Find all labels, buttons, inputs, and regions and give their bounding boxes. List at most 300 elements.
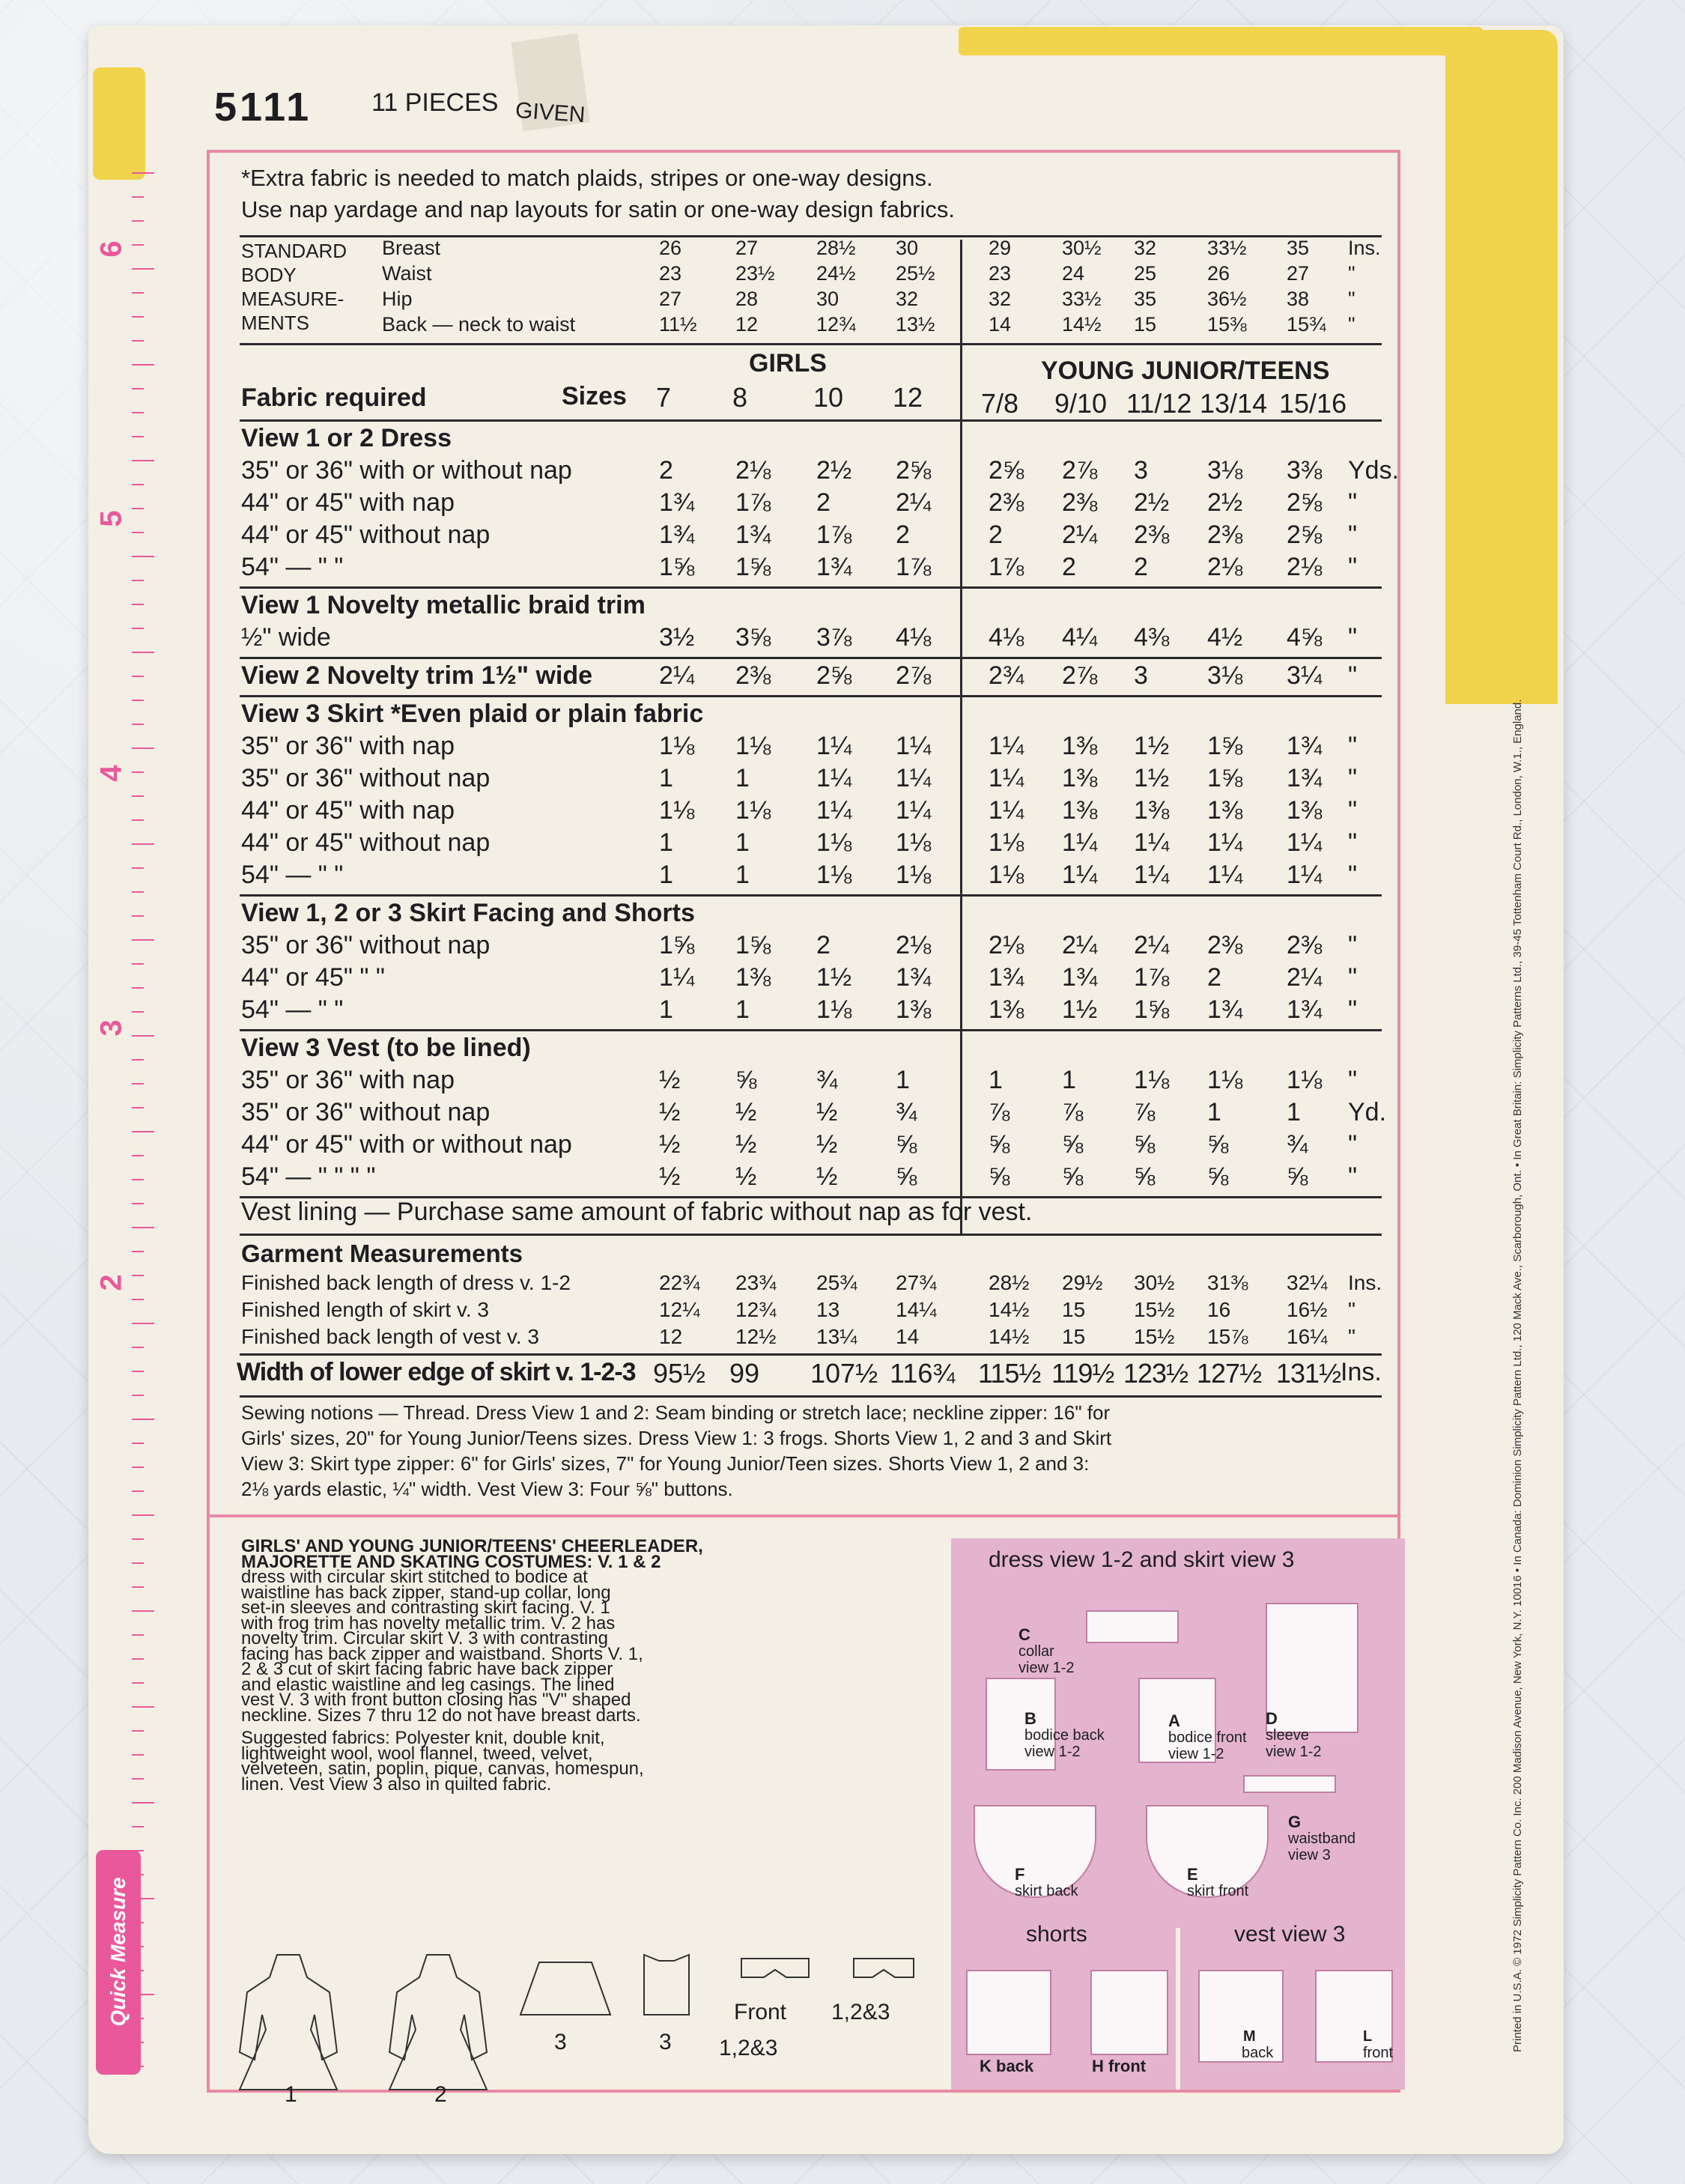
row-label: 54" — " " — [241, 861, 344, 889]
garment-value: 16 — [1207, 1298, 1231, 1321]
girl-yardage: 3½ — [659, 623, 695, 652]
yardage-unit: " — [1348, 828, 1358, 857]
measurement-value: 26 — [1207, 262, 1230, 285]
ruler-tick — [132, 939, 154, 941]
teen-yardage: 1 — [1062, 1066, 1076, 1094]
ruler-number: 3 — [94, 1019, 128, 1037]
teen-yardage: 1⅛ — [1207, 1066, 1243, 1094]
yardage-unit: " — [1348, 1066, 1358, 1094]
note-line: Use nap yardage and nap layouts for satin or one-way design fabrics. — [241, 196, 955, 222]
teen-yardage: 1¾ — [989, 963, 1024, 992]
quick-measure-ruler — [88, 172, 156, 2075]
measurement-label: MEASURE- — [241, 288, 344, 310]
girl-yardage: 1⅛ — [816, 995, 852, 1024]
garment-value: 27¾ — [896, 1271, 937, 1294]
teen-yardage: ⅞ — [1134, 1098, 1156, 1126]
girl-yardage: 2 — [816, 931, 831, 959]
garment-value: 16½ — [1287, 1298, 1328, 1321]
yardage-unit: " — [1348, 661, 1358, 690]
description-line: MAJORETTE AND SKATING COSTUMES: V. 1 & 2 — [241, 1551, 661, 1572]
garment-unit: Ins. — [1348, 1271, 1382, 1294]
teen-yardage: 3 — [1134, 661, 1148, 690]
ruler-tick — [132, 676, 144, 677]
measurement-value: 30½ — [1062, 237, 1102, 259]
row-label: 35" or 36" without nap — [241, 1098, 491, 1126]
skirt-width-unit: Ins. — [1341, 1358, 1382, 1386]
pieces-given: GIVEN — [514, 97, 586, 128]
teen-yardage: 3⅛ — [1207, 661, 1243, 690]
measurement-value: 23 — [659, 262, 682, 285]
teen-yardage: 1¼ — [989, 732, 1024, 760]
ruler-tick — [132, 891, 144, 893]
girl-yardage: 1⅝ — [659, 931, 695, 959]
girl-yardage: ½ — [659, 1162, 681, 1191]
ruler-tick — [132, 1299, 144, 1300]
measurement-value: 23½ — [735, 262, 775, 285]
ruler-tick — [132, 652, 154, 653]
ruler-tick — [132, 604, 144, 605]
teen-yardage: 2⅜ — [1207, 931, 1243, 959]
ruler-tick — [132, 795, 144, 797]
ruler-tick — [132, 1730, 144, 1732]
pattern-piece-k — [966, 1970, 1051, 2055]
teen-yardage: 4½ — [1207, 623, 1243, 652]
ruler-tick — [132, 1395, 144, 1396]
girl-yardage: 1¾ — [896, 963, 932, 992]
teen-yardage: 1⅜ — [1062, 732, 1098, 760]
row-label: 54" — " " " " — [241, 1162, 376, 1191]
piece-letter: G — [1288, 1813, 1302, 1831]
teen-yardage: ⅞ — [989, 1098, 1010, 1126]
description-line: set-in sleeves and contrasting skirt facing. V. 1 — [241, 1598, 610, 1618]
pattern-number: 5111 — [214, 85, 312, 130]
view-sketch-3 — [517, 1947, 614, 2097]
ruler-tick — [132, 580, 144, 581]
girl-yardage: 1½ — [816, 963, 852, 992]
girls-heading: GIRLS — [749, 349, 827, 377]
ruler-tick — [132, 1754, 144, 1756]
garment-measurements-title: Garment Measurements — [241, 1240, 523, 1267]
measurement-value: 32 — [896, 288, 919, 310]
yardage-unit: " — [1348, 764, 1358, 792]
ruler-tick — [132, 1658, 144, 1660]
piece-name: collar — [1018, 1643, 1054, 1660]
section-title: View 3 Skirt *Even plaid or plain fabric — [241, 700, 704, 728]
teen-yardage: 2⅜ — [1287, 931, 1323, 959]
girl-yardage: 1⅛ — [659, 796, 695, 825]
teen-yardage: 1¼ — [1287, 828, 1323, 857]
yellow-edge-top — [959, 27, 1483, 55]
measurement-value: 28 — [735, 288, 759, 310]
teen-yardage: 1½ — [1062, 995, 1098, 1024]
ruler-tick — [132, 1443, 144, 1444]
girl-size: 8 — [732, 382, 748, 413]
girl-yardage: 1¼ — [816, 732, 852, 760]
measurement-value: 32 — [989, 288, 1012, 310]
ruler-tick — [132, 1706, 154, 1708]
teen-yardage: ⅝ — [1062, 1162, 1084, 1191]
piece-view: view 1-2 — [1024, 1744, 1081, 1760]
ruler-tick — [132, 1562, 144, 1564]
description-line: waistline has back zipper, stand-up collar, long — [241, 1582, 611, 1603]
ruler-tick — [132, 819, 144, 821]
teen-yardage: 1¾ — [1207, 995, 1243, 1024]
ruler-tick — [132, 963, 144, 965]
measurement-value: 14 — [989, 313, 1012, 336]
ruler-tick — [132, 1586, 144, 1588]
teen-yardage: 2⅝ — [1287, 521, 1323, 549]
girl-yardage: 1 — [735, 764, 750, 792]
teen-yardage: ¾ — [1287, 1130, 1308, 1159]
measurement-value: 24 — [1062, 262, 1085, 285]
teen-yardage: 1⅛ — [1134, 1066, 1170, 1094]
shorts-title: shorts — [1026, 1922, 1087, 1947]
garment-value: 28½ — [989, 1271, 1030, 1294]
garment-value: 12 — [659, 1325, 683, 1348]
girl-yardage: 2¼ — [659, 661, 695, 690]
ruler-tick — [132, 1131, 154, 1132]
teen-yardage: 1⅞ — [1134, 963, 1170, 992]
yardage-unit: " — [1348, 796, 1358, 825]
teen-yardage: 2¼ — [1134, 931, 1170, 959]
ruler-tick — [132, 1538, 144, 1540]
section-title: View 1 Novelty metallic braid trim — [241, 591, 646, 619]
teen-yardage: 1¼ — [989, 764, 1024, 792]
garment-value: 23¾ — [735, 1271, 777, 1294]
girl-yardage: ⅝ — [735, 1066, 757, 1094]
measurement-value: 35 — [1287, 237, 1310, 259]
sketch-label: 1 — [285, 2082, 297, 2107]
measurement-value: 13½ — [896, 313, 935, 336]
garment-value: 16¼ — [1287, 1325, 1328, 1348]
layout-title: dress view 1-2 and skirt view 3 — [989, 1547, 1295, 1572]
rule — [240, 657, 1382, 659]
rule — [240, 343, 1382, 345]
description-line: facing has back zipper and waistband. Shorts V. 1, — [241, 1643, 643, 1664]
sketch-outline — [854, 1959, 914, 1977]
girl-yardage: 1¼ — [896, 732, 932, 760]
teen-yardage: 2⅜ — [1207, 521, 1243, 549]
girl-yardage: 1⅛ — [735, 732, 771, 760]
row-label: 44" or 45" without nap — [241, 521, 491, 549]
measurement-value: 32 — [1134, 237, 1157, 259]
teen-yardage: 1¼ — [1207, 861, 1243, 889]
teen-yardage: 2 — [989, 521, 1003, 549]
measurement-value: 38 — [1287, 288, 1310, 310]
measurement-value: 36½ — [1207, 288, 1247, 310]
ruler-tick — [132, 1682, 144, 1684]
garment-value: 25¾ — [816, 1271, 857, 1294]
measurement-value: 25½ — [896, 262, 935, 285]
ruler-tick — [132, 1610, 154, 1612]
ruler-tick — [132, 843, 154, 845]
girl-yardage: 2 — [659, 456, 673, 485]
row-label: 44" or 45" without nap — [241, 828, 491, 857]
ruler-tick — [132, 724, 144, 725]
vest-piece-letter: L — [1363, 2028, 1373, 2045]
girl-yardage: ½ — [816, 1098, 838, 1126]
pattern-piece-h — [1090, 1970, 1168, 2055]
row-label: 35" or 36" with nap — [241, 1066, 455, 1094]
teen-yardage: 1¼ — [1134, 861, 1170, 889]
ruler-tick — [132, 700, 144, 701]
measurement-value: 27 — [1287, 262, 1310, 285]
measurement-unit: " — [1348, 313, 1355, 336]
row-label: 35" or 36" with nap — [241, 732, 455, 760]
girl-yardage: 2 — [816, 488, 831, 517]
garment-value: 15½ — [1134, 1325, 1175, 1348]
ruler-tick — [132, 196, 144, 198]
ruler-tick — [132, 436, 144, 437]
sketch-label: Front — [734, 2000, 787, 2024]
vest-piece-name: front — [1363, 2045, 1394, 2061]
ruler-tick — [132, 1826, 144, 1827]
measurement-label: BODY — [241, 264, 297, 286]
yardage-unit: " — [1348, 1162, 1358, 1191]
girl-yardage: 1⅛ — [816, 828, 852, 857]
measurement-label: STANDARD — [241, 240, 347, 262]
garment-value: 14½ — [989, 1298, 1030, 1321]
skirt-width-value: 131½ — [1276, 1358, 1341, 1389]
description-line: dress with circular skirt stitched to bodice at — [241, 1567, 588, 1587]
ruler-tick — [132, 1107, 144, 1108]
garment-unit: " — [1348, 1298, 1355, 1321]
yardage-unit: Yds. — [1348, 456, 1400, 485]
shorts-piece-label: K back — [980, 2057, 1034, 2075]
yardage-unit: " — [1348, 995, 1358, 1024]
teen-yardage: 1¼ — [1062, 861, 1098, 889]
pattern-piece-d — [1266, 1603, 1358, 1733]
girl-yardage: 1 — [735, 828, 750, 857]
ruler-tick — [132, 412, 144, 413]
view-sketch-1 — [232, 1947, 344, 2097]
sketch-label: 2 — [434, 2082, 447, 2107]
ruler-tick — [132, 1059, 144, 1061]
ruler-tick — [132, 556, 154, 557]
ruler-tick — [132, 1275, 144, 1276]
teen-yardage: 1 — [1207, 1098, 1221, 1126]
teen-yardage: 2¼ — [1287, 963, 1323, 992]
girl-yardage: 1¾ — [659, 521, 695, 549]
teen-yardage: 1⅞ — [989, 553, 1024, 581]
description-line: and elastic waistline and leg casings. The lined — [241, 1674, 615, 1695]
yardage-unit: " — [1348, 732, 1358, 760]
girl-yardage: 2⅞ — [896, 661, 932, 690]
girl-yardage: 1 — [735, 861, 750, 889]
teen-size: 15/16 — [1279, 388, 1347, 419]
vest-lining-note: Vest lining — Purchase same amount of fabric without nap as for vest. — [241, 1198, 1033, 1226]
vest-piece-letter: M — [1243, 2028, 1256, 2045]
measurement-value: 15⅜ — [1207, 313, 1247, 336]
ruler-tick — [132, 1490, 144, 1492]
ruler-tick — [132, 316, 144, 318]
yardage-unit: " — [1348, 861, 1358, 889]
piece-letter: F — [1015, 1865, 1025, 1884]
teen-yardage: 2⅞ — [1062, 661, 1098, 690]
garment-value: 14 — [896, 1325, 920, 1348]
row-label: 35" or 36" without nap — [241, 764, 491, 792]
row-label: 44" or 45" with nap — [241, 796, 455, 825]
piece-letter: A — [1168, 1711, 1180, 1730]
teen-yardage: 2⅜ — [1134, 521, 1170, 549]
measurement-name: Back — neck to waist — [382, 313, 576, 336]
teen-yardage: 1⅝ — [1134, 995, 1170, 1024]
quick-measure-badge — [96, 1850, 141, 2075]
ruler-tick — [132, 628, 144, 629]
piece-view: view 1-2 — [1018, 1660, 1075, 1676]
girl-yardage: 1⅞ — [896, 553, 932, 581]
ruler-tick — [132, 268, 154, 270]
description-line: neckline. Sizes 7 thru 12 do not have breast darts. — [241, 1705, 641, 1726]
measurement-value: 24½ — [816, 262, 856, 285]
teen-yardage: 3 — [1134, 456, 1148, 485]
teen-yardage: 2 — [1062, 553, 1076, 581]
girl-yardage: 1 — [659, 764, 673, 792]
teen-yardage: 2⅜ — [1062, 488, 1098, 517]
teen-yardage: ⅞ — [1062, 1098, 1084, 1126]
teen-size: 13/14 — [1200, 388, 1268, 419]
girl-yardage: ¾ — [896, 1098, 917, 1126]
ruler-tick — [132, 508, 144, 509]
teen-yardage: 1 — [1287, 1098, 1301, 1126]
fabric-required-title: Fabric required — [241, 383, 427, 412]
teen-yardage: 1 — [989, 1066, 1003, 1094]
piece-view: view 3 — [1288, 1847, 1331, 1863]
girl-yardage: 1⅞ — [816, 521, 852, 549]
teen-yardage: 1¾ — [1287, 995, 1323, 1024]
row-label: View 2 Novelty trim 1½" wide — [241, 661, 593, 690]
teen-yardage: 1¼ — [1207, 828, 1243, 857]
view-sketch-4 — [637, 1947, 696, 2097]
garment-value: 29½ — [1062, 1271, 1103, 1294]
ruler-tick — [132, 1466, 144, 1468]
girl-yardage: 1¾ — [735, 521, 771, 549]
ruler-tick — [132, 1035, 154, 1037]
piece-name: skirt front — [1187, 1883, 1249, 1899]
measurement-unit: " — [1348, 262, 1355, 285]
teen-yardage: 2⅛ — [1287, 553, 1323, 581]
yardage-unit: " — [1348, 1130, 1358, 1159]
measurement-value: 12 — [735, 313, 759, 336]
skirt-width-value: 127½ — [1197, 1358, 1262, 1389]
girl-size: 10 — [813, 382, 844, 413]
ruler-tick — [132, 1419, 154, 1420]
section-title: View 1, 2 or 3 Skirt Facing and Shorts — [241, 899, 695, 927]
girl-yardage: 1⅜ — [735, 963, 771, 992]
skirt-width-value: 107½ — [810, 1358, 878, 1389]
garment-value: 32¼ — [1287, 1271, 1328, 1294]
sketch-outline — [644, 1955, 689, 2015]
yardage-unit: Yd. — [1348, 1098, 1387, 1126]
girl-yardage: 1¼ — [816, 764, 852, 792]
yardage-unit: " — [1348, 623, 1358, 652]
measurement-unit: Ins. — [1348, 237, 1381, 259]
teen-yardage: 1¾ — [1287, 764, 1323, 792]
teen-yardage: 1¼ — [1062, 828, 1098, 857]
row-label: 54" — " " — [241, 995, 344, 1024]
teen-yardage: 2⅝ — [1287, 488, 1323, 517]
teen-yardage: 1⅛ — [989, 828, 1024, 857]
yardage-unit: " — [1348, 963, 1358, 992]
teen-yardage: ⅝ — [1062, 1130, 1084, 1159]
sketch-outline — [240, 1955, 337, 2090]
copyright-side-text: Printed in U.S.A. © 1972 Simplicity Pattern Co. Inc. 200 Madison Avenue, New York, N.Y. 10016 • In Canada: Dominion Simplicity Pattern Ltd., 120 Mack Ave., Scarborough, Ont. • In Great Britain: Simplicity Patterns Ltd., 39-45 Tottenham Court Rd., London, W.1., England. — [1511, 699, 1524, 2052]
teen-yardage: 2½ — [1134, 488, 1170, 517]
yellow-edge-left — [93, 67, 145, 180]
teen-yardage: ⅝ — [1134, 1130, 1156, 1159]
ruler-tick — [132, 1347, 144, 1348]
girl-yardage: ½ — [816, 1130, 838, 1159]
ruler-number: 5 — [94, 510, 128, 527]
girl-yardage: 1⅛ — [896, 861, 932, 889]
note-line: *Extra fabric is needed to match plaids, stripes or one-way designs. — [241, 165, 933, 191]
teen-yardage: 3¼ — [1287, 661, 1323, 690]
ruler-tick — [132, 340, 144, 342]
yardage-unit: " — [1348, 488, 1358, 517]
teen-yardage: 1¾ — [1287, 732, 1323, 760]
description-line: with frog trim has novelty metallic trim. V. 2 has — [241, 1613, 616, 1634]
ruler-tick — [132, 771, 144, 773]
garment-value: 12½ — [735, 1325, 777, 1348]
measurement-value: 25 — [1134, 262, 1157, 285]
measurement-value: 33½ — [1207, 237, 1247, 259]
measurement-value: 27 — [659, 288, 682, 310]
description-line: GIRLS' AND YOUNG JUNIOR/TEENS' CHEERLEADER, — [241, 1536, 703, 1556]
measurement-name: Waist — [382, 262, 432, 285]
garment-value: 30½ — [1134, 1271, 1175, 1294]
measurement-unit: " — [1348, 288, 1355, 310]
row-label: ½" wide — [241, 623, 331, 652]
row-label: 35" or 36" with or without nap — [241, 456, 572, 485]
girl-yardage: 1 — [659, 828, 673, 857]
girl-yardage: 1⅛ — [659, 732, 695, 760]
teen-yardage: 1⅜ — [1207, 796, 1243, 825]
ruler-tick — [132, 1203, 144, 1204]
piece-letter: E — [1187, 1865, 1198, 1884]
piece-name: waistband — [1288, 1830, 1356, 1847]
teen-yardage: 2¼ — [1062, 931, 1098, 959]
piece-letter: C — [1018, 1625, 1030, 1644]
teen-yardage: 2⅜ — [989, 488, 1024, 517]
girl-yardage: ¾ — [816, 1066, 838, 1094]
girl-yardage: 2⅝ — [816, 661, 852, 690]
ruler-tick — [132, 532, 144, 533]
measurement-value: 23 — [989, 262, 1012, 285]
girl-size: 7 — [656, 382, 672, 413]
ruler-tick — [132, 1323, 154, 1324]
shorts-piece-label: H front — [1092, 2057, 1147, 2075]
ruler-tick — [132, 1634, 144, 1636]
sketch-label: 3 — [554, 2030, 567, 2054]
measurement-value: 11½ — [659, 313, 697, 336]
ruler-tick — [132, 172, 154, 174]
girl-yardage: 2⅛ — [896, 931, 932, 959]
ruler-tick — [132, 1227, 154, 1228]
ruler-tick — [132, 747, 154, 749]
teen-yardage: 2¾ — [989, 661, 1024, 690]
measurement-value: 28½ — [816, 237, 856, 259]
teen-yardage: 1⅜ — [1062, 796, 1098, 825]
measurement-name: Breast — [382, 237, 441, 259]
sketch-label: 1,2&3 — [831, 2000, 890, 2024]
sketch-outline — [389, 1955, 487, 2090]
column-divider — [960, 240, 962, 1236]
rule — [240, 695, 1382, 697]
sewing-notions-line: 2⅛ yards elastic, ¼" width. Vest View 3: Four ⅝" buttons. — [241, 1478, 733, 1500]
teen-yardage: 3⅜ — [1287, 456, 1323, 485]
garment-unit: " — [1348, 1325, 1355, 1348]
girl-yardage: 1¼ — [659, 963, 695, 992]
